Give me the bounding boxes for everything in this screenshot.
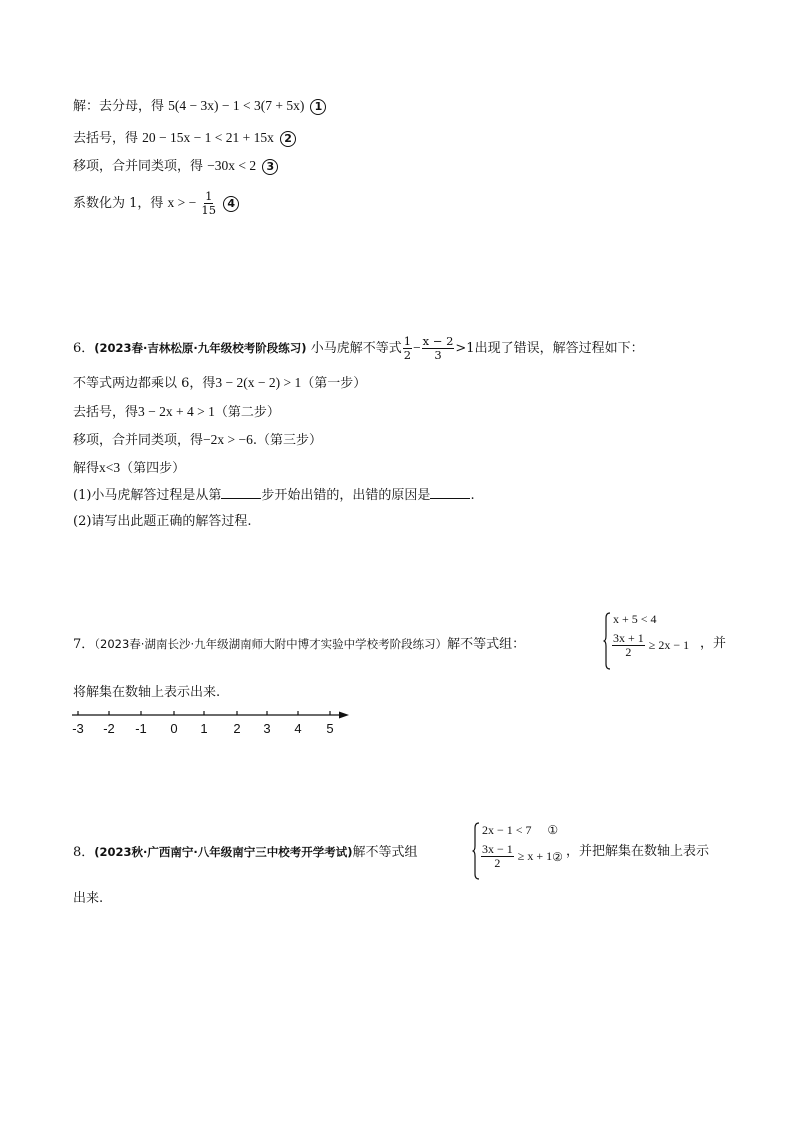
q8-inequality-2-rhs: ≥ x + 1	[517, 849, 553, 863]
q6-stem-b: >1出现了错误，解答过程如下：	[455, 341, 644, 356]
q5-line-1-math: 5(4 − 3x) − 1 < 3(7 + 5x)	[168, 98, 305, 113]
fraction-numerator: 3x − 1	[482, 842, 513, 856]
q5-line-4	[73, 188, 239, 219]
q6-subquestion-2: (2)请写出此题正确的解答过程.	[73, 514, 252, 529]
fraction-numerator: 1	[403, 334, 412, 348]
q6-step-4-text: 解得	[73, 461, 100, 476]
q8-inequality-1-math: 2x − 1 < 7	[482, 823, 532, 837]
q6-step-4-math: x<3	[99, 460, 121, 475]
fraction-numerator: 1	[205, 189, 213, 203]
q5-line-2-math: 20 − 15x − 1 < 21 + 15x	[142, 130, 274, 145]
q6-sub1-c: .	[470, 488, 475, 503]
answer-blank-2[interactable]	[430, 486, 470, 499]
q6-stem-a: 小马虎解不等式	[310, 341, 402, 356]
q5-line-3-text: 移项，合并同类项，得	[73, 159, 204, 174]
number-line-tick-label: 3	[263, 721, 271, 736]
q6-step-3	[73, 431, 322, 450]
q6-sub1-b: 步开始出错的，出错的原因是	[261, 488, 431, 503]
q5-line-1-text: 解：去分母，得	[73, 99, 165, 114]
number-line	[68, 707, 353, 721]
q6-step-1-math: 3 − 2(x − 2) > 1	[215, 375, 302, 390]
q8-inequality-1-label: ①	[547, 823, 559, 837]
number-line-tick-label: 1	[200, 721, 208, 736]
q6-stem	[73, 333, 644, 364]
q8-inequality-2	[480, 843, 563, 870]
q7-stem-tail: ，并	[700, 636, 727, 651]
q5-line-4-math: x > −	[167, 195, 197, 210]
q5-line-3-math: −30x < 2	[207, 158, 257, 173]
q5-step-1-marker: 1	[310, 99, 326, 115]
q5-line-4-fraction	[201, 190, 216, 217]
q6-step-1-tag: （第一步）	[301, 376, 367, 391]
q5-line-2-text: 去括号，得	[73, 131, 139, 146]
left-brace-icon	[603, 612, 611, 670]
number-line-tick-label: 2	[233, 721, 241, 736]
q8-stem	[73, 843, 418, 862]
q6-number: 6．	[73, 341, 95, 356]
number-line-tick-label: 5	[326, 721, 334, 736]
number-line-tick-label: 4	[294, 721, 302, 736]
q7-number: 7．	[73, 637, 95, 652]
q8-number: 8．	[73, 845, 95, 860]
q6-step-2-math: 3 − 2x + 4 > 1	[138, 404, 215, 419]
number-line-tick-label: 0	[170, 721, 178, 736]
fraction-denominator: 2	[494, 856, 501, 870]
q8-stem-text: 解不等式组	[352, 845, 418, 860]
q6-sub1-a: (1)小马虎解答过程是从第	[73, 488, 222, 503]
q6-step-2-tag: （第二步）	[214, 405, 280, 420]
q6-step-1-text: 不等式两边都乘以 6，得	[73, 376, 216, 391]
q8-inequality-1	[482, 823, 558, 838]
q5-line-4-text: 系数化为 1，得	[73, 196, 164, 211]
q5-line-1	[73, 97, 326, 116]
q5-step-4-marker: 4	[223, 196, 239, 212]
q8-inequality-2-fraction	[481, 843, 514, 870]
q6-minus: −	[413, 340, 421, 355]
number-line-tick-label: -1	[135, 721, 147, 736]
q8-stem-line-2: 出来.	[73, 891, 104, 906]
q7-inequality-1: x + 5 < 4	[613, 612, 657, 626]
fraction-numerator: 3x + 1	[613, 631, 644, 645]
fraction-denominator: 2	[625, 645, 632, 659]
q7-source: （2023春·湖南长沙·九年级湖南师大附中博才实验中学校考阶段练习）	[94, 637, 448, 651]
q6-step-3-math: −2x > −6	[203, 432, 253, 447]
q6-step-4	[73, 459, 185, 478]
q7-stem-line-2: 将解集在数轴上表示出来.	[73, 685, 221, 700]
left-brace-icon	[472, 822, 480, 880]
q5-line-2	[73, 129, 296, 148]
q6-step-3-text: 移项，合并同类项，得	[73, 433, 204, 448]
q8-source: (2023秋·广西南宁·八年级南宁三中校考开学考试)	[94, 845, 353, 859]
q7-inequality-2-rhs: ≥ 2x − 1	[648, 638, 690, 652]
q8-stem-tail: ，并把解集在数轴上表示	[566, 844, 710, 859]
q6-source: (2023春·吉林松原·九年级校考阶段练习)	[94, 341, 307, 355]
q6-step-4-tag: （第四步）	[120, 461, 186, 476]
q6-fraction-1	[403, 335, 412, 362]
q6-fraction-2	[422, 335, 455, 362]
q7-stem	[73, 635, 525, 654]
fraction-denominator: 15	[201, 203, 217, 217]
number-line-arrow-icon	[339, 712, 349, 719]
q6-subquestion-1	[73, 486, 475, 505]
fraction-numerator: x − 2	[422, 334, 454, 348]
q7-stem-text: 解不等式组：	[447, 637, 526, 652]
q6-step-3-tag: .（第三步）	[252, 433, 322, 448]
q6-step-1	[73, 374, 366, 393]
q6-step-2	[73, 403, 280, 422]
q5-step-2-marker: 2	[280, 131, 296, 147]
q7-inequality-system	[603, 612, 703, 672]
fraction-denominator: 2	[403, 348, 412, 362]
number-line-tick-label: -2	[103, 721, 115, 736]
q8-inequality-2-label: ②	[552, 849, 563, 864]
answer-blank-1[interactable]	[221, 486, 261, 499]
q5-line-3	[73, 157, 278, 176]
q5-step-3-marker: 3	[262, 159, 278, 175]
fraction-denominator: 3	[434, 348, 442, 362]
q6-step-2-text: 去括号，得	[73, 405, 139, 420]
q7-inequality-2-fraction	[612, 632, 645, 659]
q7-inequality-2	[611, 632, 689, 659]
number-line-tick-label: -3	[72, 721, 84, 736]
